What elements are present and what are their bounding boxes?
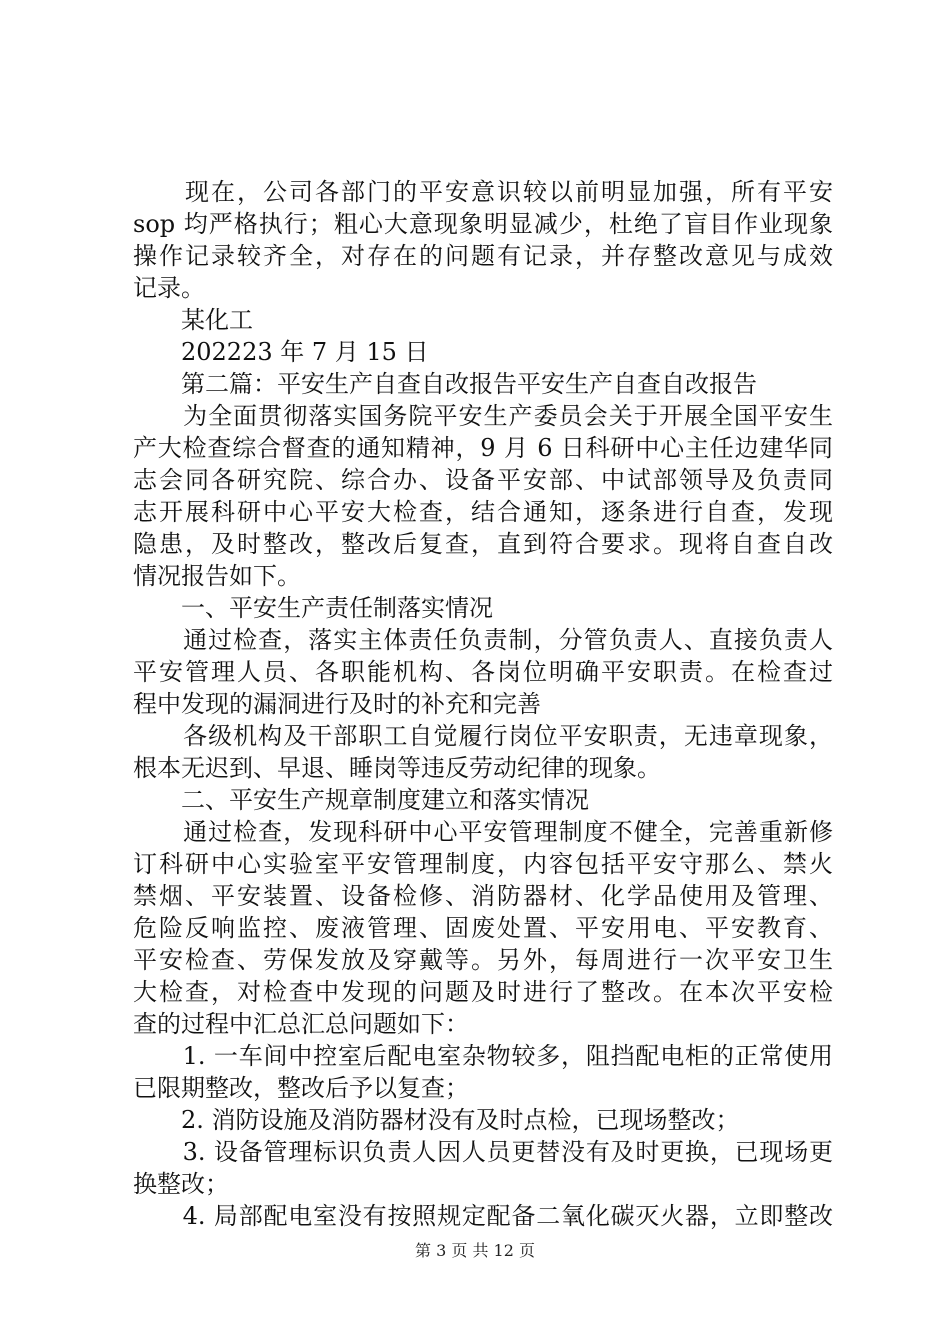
text-line: 记录。 [133, 274, 205, 302]
list-item: 1. 一车间中控室后配电室杂物较多，阻挡配电柜的正常使用 [133, 1042, 833, 1070]
text-line: 志开展科研中心平安大检查，结合通知，逐条进行自查，发现 [133, 498, 833, 526]
text-line: 危险反响监控、废液管理、固废处置、平安用电、平安教育、 [133, 914, 833, 942]
list-item: 4. 局部配电室没有按照规定配备二氧化碳灭火器，立即整改 [133, 1202, 833, 1230]
text-line: 禁烟、平安装置、设备检修、消防器材、化学品使用及管理、 [133, 882, 833, 910]
page-number-footer: 第 3 页 共 12 页 [415, 1241, 535, 1260]
text-line: 根本无迟到、早退、睡岗等违反劳动纪律的现象。 [133, 754, 661, 782]
text-line: 程中发现的漏洞进行及时的补充和完善 [133, 690, 541, 718]
text-line: 各级机构及干部职工自觉履行岗位平安职责，无违章现象， [133, 722, 833, 750]
text-line: 查的过程中汇总汇总问题如下： [133, 1010, 469, 1038]
text-line: 平安检查、劳保发放及穿戴等。另外，每周进行一次平安卫生 [133, 946, 833, 974]
text-line: 通过检查，发现科研中心平安管理制度不健全，完善重新修 [133, 818, 833, 846]
text-line: sop 均严格执行；粗心大意现象明显减少，杜绝了盲目作业现象 [133, 210, 833, 238]
text-line: 志会同各研究院、综合办、设备平安部、中试部领导及负责同 [133, 466, 833, 494]
text-line: 平安管理人员、各职能机构、各岗位明确平安职责。在检查过 [133, 658, 833, 686]
text-line: 通过检查，落实主体责任负责制，分管负责人、直接负责人 [133, 626, 833, 654]
text-line: 换整改； [133, 1170, 229, 1198]
text-line: 隐患，及时整改，整改后复查，直到符合要求。现将自查自改 [133, 530, 833, 558]
section-title: 第二篇：平安生产自查自改报告平安生产自查自改报告 [133, 370, 757, 398]
signature-company: 某化工 [133, 306, 253, 334]
text-line: 情况报告如下。 [133, 562, 301, 590]
text-line: 大检查，对检查中发现的问题及时进行了整改。在本次平安检 [133, 978, 833, 1006]
text-line: 为全面贯彻落实国务院平安生产委员会关于开展全国平安生 [133, 402, 833, 430]
section-heading: 一、平安生产责任制落实情况 [133, 594, 493, 622]
list-item: 2. 消防设施及消防器材没有及时点检，已现场整改； [133, 1106, 740, 1134]
section-heading: 二、平安生产规章制度建立和落实情况 [133, 786, 589, 814]
text-line: 已限期整改，整改后予以复查； [133, 1074, 469, 1102]
signature-date: 202223 年 7 月 15 日 [133, 338, 429, 366]
text-line: 操作记录较齐全，对存在的问题有记录，并存整改意见与成效 [133, 242, 833, 270]
list-item: 3. 设备管理标识负责人因人员更替没有及时更换，已现场更 [133, 1138, 833, 1166]
text-line: 现在，公司各部门的平安意识较以前明显加强，所有平安 [133, 178, 833, 206]
text-line: 产大检查综合督查的通知精神，9 月 6 日科研中心主任边建华同 [133, 434, 833, 462]
text-line: 订科研中心实验室平安管理制度，内容包括平安守那么、禁火 [133, 850, 833, 878]
